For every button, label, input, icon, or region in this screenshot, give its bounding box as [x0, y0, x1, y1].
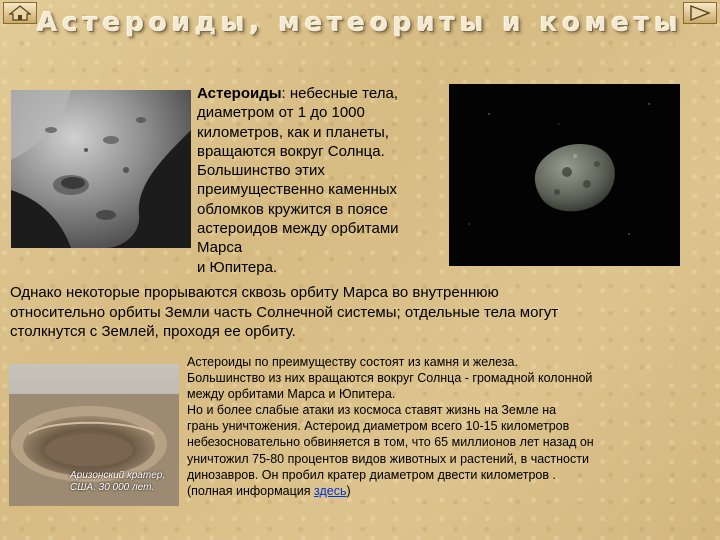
asteroid-space-image [449, 84, 680, 266]
mars-orbit-paragraph: Однако некоторые прорываются сквозь орбиту Марса во внутреннюю относительно орбиты Земли часть Солнечной системы; отдельные тела могут столкнутся с Землей, проходя ее орбиту. [10, 284, 559, 340]
composition-text: Астероиды по преимуществу состоят из камня и железа. Большинство из них вращаются вокруг Солнца - громадной колонной между орбитами Марса и Юпитера. Но и более слабые атаки из космоса ставят жизнь на Земле на грань уничтожения. Астероид диаметром всего 10-15 километров небезосновательно обвиняется в том, что 65 миллионов лет назад он уничтожил 75-80 процентов видов животных и растений, в частности динозавров. Он пробил кратер диаметром двести километров . [187, 355, 594, 482]
more-info-link[interactable]: здесь [314, 483, 347, 498]
composition-paragraph [187, 354, 715, 499]
asteroid-closeup-image [11, 90, 191, 248]
more-info-prefix: (полная информация [187, 483, 315, 498]
asteroids-term: Астероиды [197, 85, 282, 102]
asteroids-definition-text: : небесные тела, диаметром от 1 до 1000 километров, как и планеты, вращаются вокруг Солнца. Большинство этих преимущественно каменных обломков кружится в поясе астероидов между орбитами Марса и Юпитера. [197, 85, 399, 276]
crater-caption: Аризонский кратер, США. 30 000 лет. [70, 470, 166, 493]
asteroids-definition [197, 84, 447, 277]
page-title: Астероиды, метеориты и кометы [37, 8, 683, 38]
more-info-suffix: ) [346, 483, 351, 498]
